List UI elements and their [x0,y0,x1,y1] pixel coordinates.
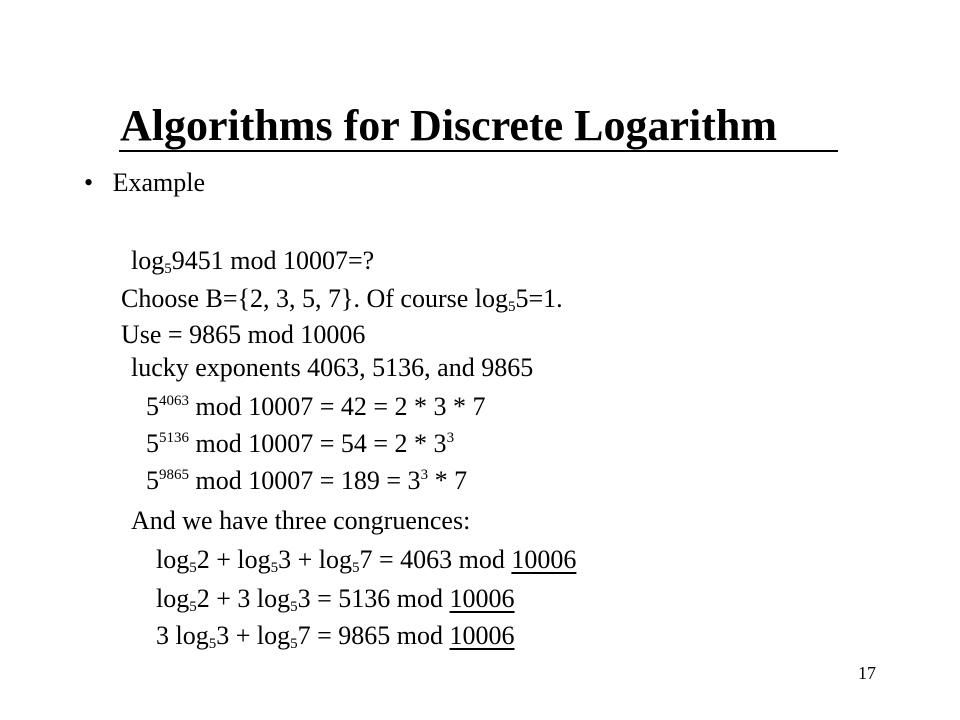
power-line-4063: $5^{4063}$ mod 10007 = 42 = 2 * 3 * 7 [146,392,486,421]
power-line-9865: $5^{9865}$ mod $10007 = 189 = 3^3 * 7$ [146,466,468,495]
modulus-underlined: 10006 [449,584,515,613]
choose-base-line: Choose B={2, 3, 5, 7}. Of course $\log_55=1$. [121,284,563,315]
congruence-3: 3 $\log_53 + \log_57 = 9865$ mod 10006 [156,621,515,652]
congruences-intro-line: And we have three congruences: [131,506,471,535]
problem-line: $\log_59451$ mod 10007=? [131,246,375,277]
modulus-underlined: 10006 [449,621,515,650]
power-line-5136: $5^{5136}$ mod $10007 = 54 = 2 * 3^3$ [146,429,455,458]
bullet-symbol: • [84,168,94,197]
bullet-item-example [84,168,205,198]
lucky-exponents-line: lucky exponents 4063, 5136, and 9865 [131,353,534,382]
congruence-2: $\log_52 + 3$ $\log_53 = 5136$ mod 10006 [156,584,515,615]
slide-title: Algorithms for Discrete Logarithm [120,101,778,150]
congruence-1: $\log_52 + \log_53 + \log_57 = 4063$ mod 10006 [156,545,577,576]
use-line: Use = 9865 mod 10006 [121,320,366,349]
page-number: 17 [858,663,876,683]
title-underline [119,150,838,152]
bullet-text: Example [112,168,206,197]
modulus-underlined: 10006 [511,545,577,574]
